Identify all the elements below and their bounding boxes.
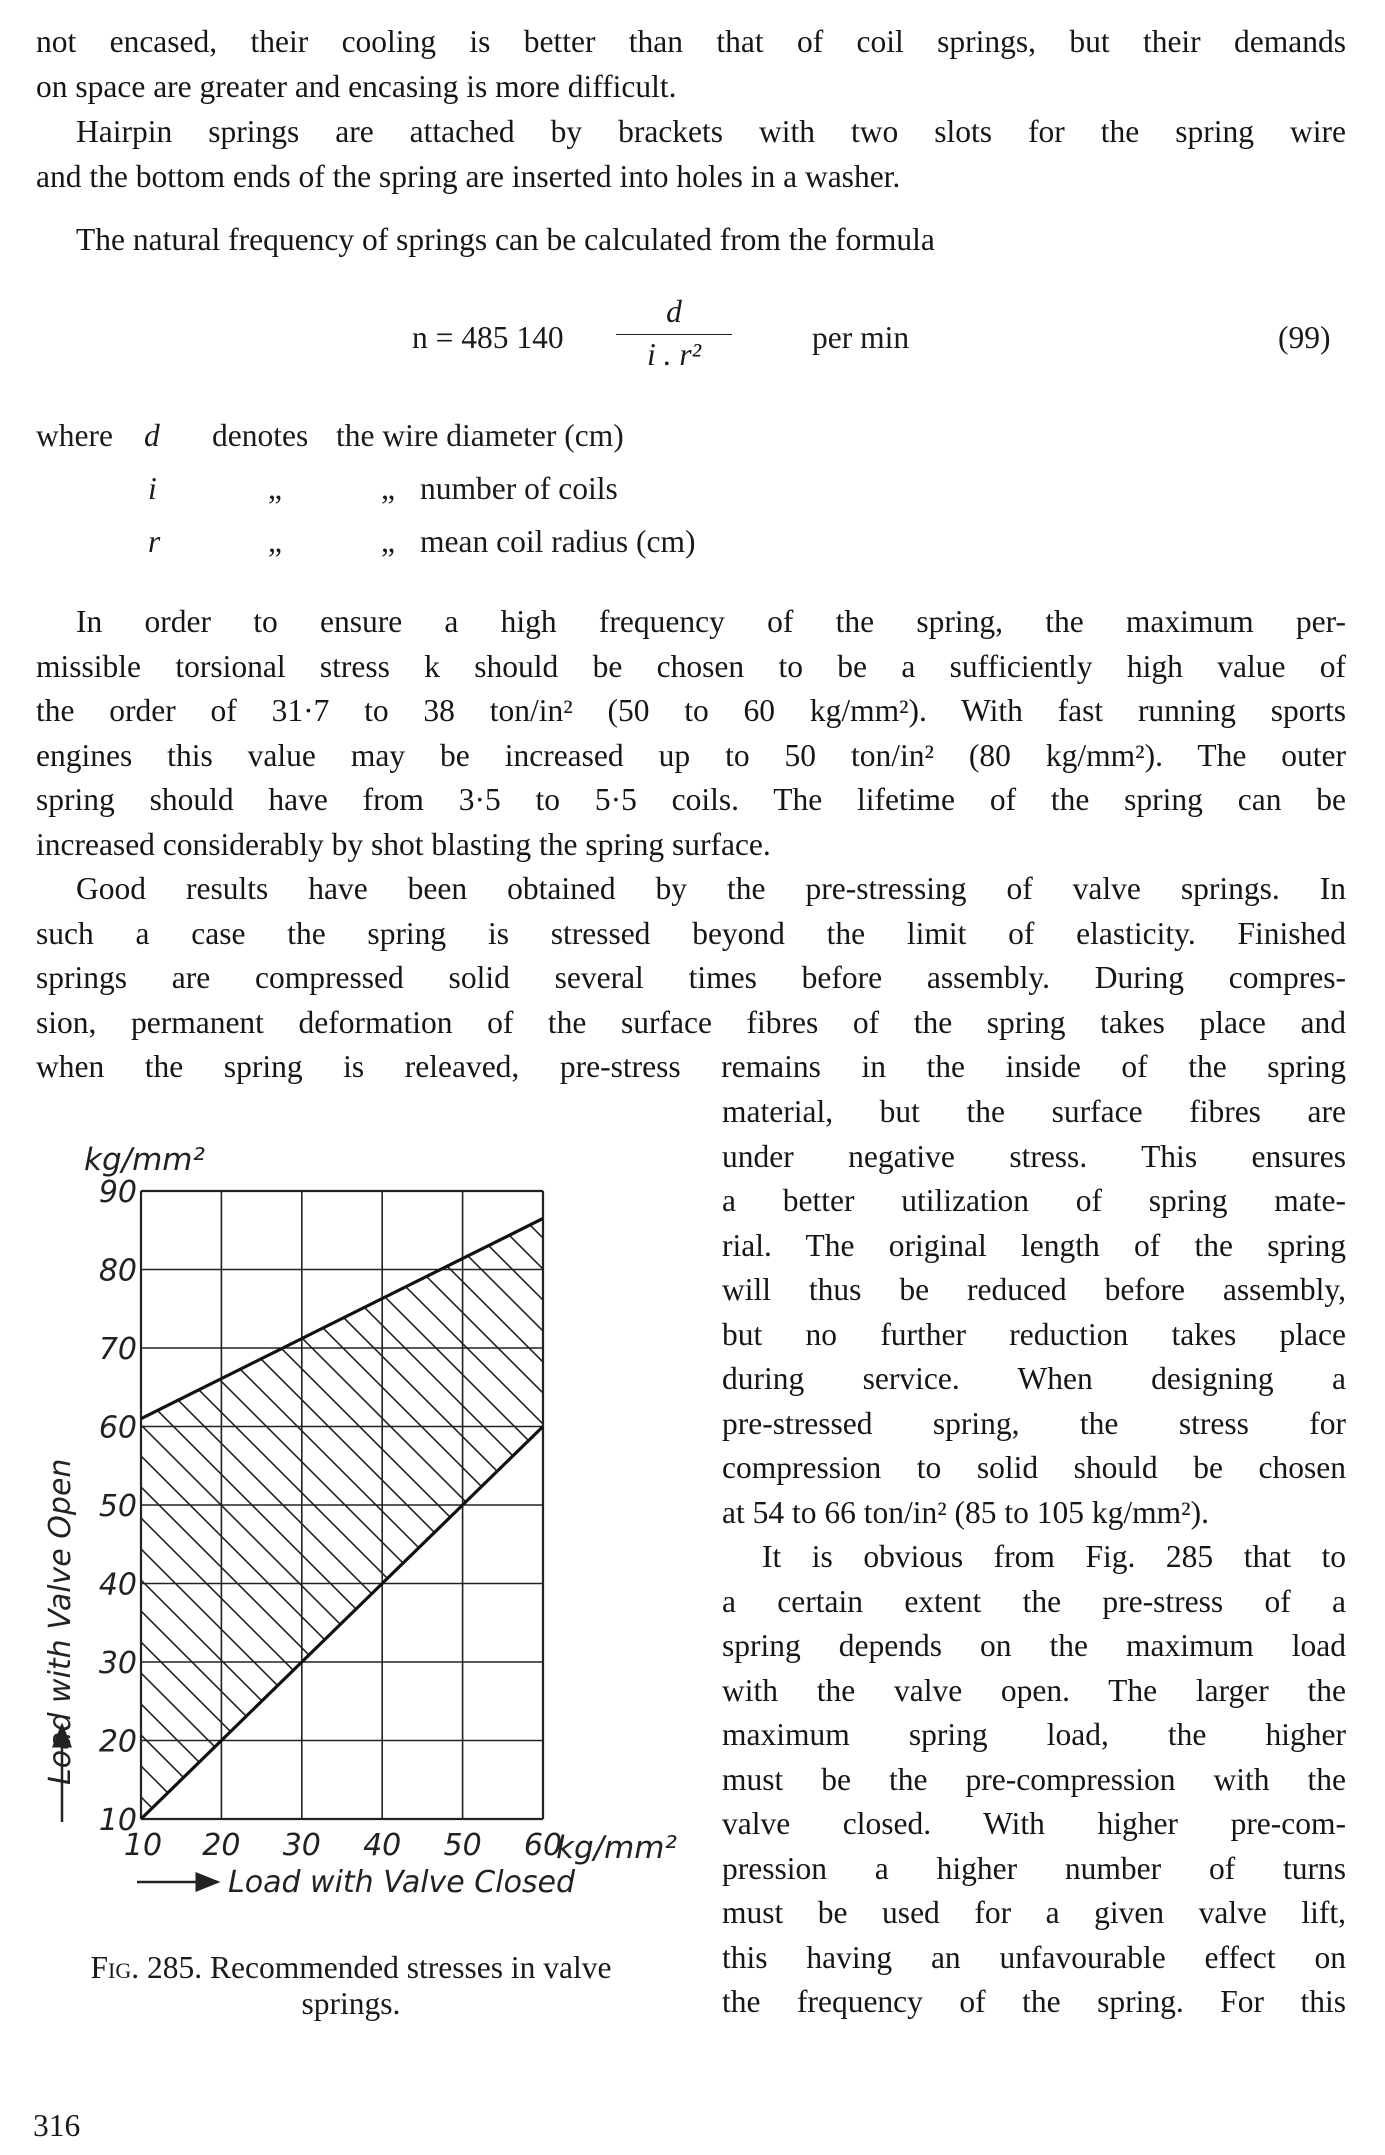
text-line: such a case the spring is stressed beyond the limit of elasticity. Finished bbox=[36, 915, 1346, 951]
x-tick-label: 20 bbox=[202, 1828, 241, 1863]
y-tick-label: 40 bbox=[98, 1567, 137, 1603]
y-axis-label: Load with Valve Open bbox=[43, 1458, 78, 1785]
text-line: compression to solid should be chosen bbox=[722, 1450, 1346, 1485]
text-line: at 54 to 66 ton/in² (85 to 105 kg/mm²). bbox=[722, 1494, 1209, 1530]
paragraph-4 bbox=[36, 600, 1346, 867]
definition-meaning: number of coils bbox=[420, 471, 618, 506]
equation-number: (99) bbox=[1278, 320, 1331, 355]
equation-fraction bbox=[610, 290, 738, 375]
text-line: engines this value may be increased up to 50 ton/in² (80 kg/mm²). The outer bbox=[36, 737, 1346, 773]
hatch-line bbox=[527, 1191, 720, 1819]
definition-row bbox=[36, 418, 936, 471]
equation-99 bbox=[0, 290, 1385, 380]
text-line: under negative stress. This ensures bbox=[722, 1138, 1346, 1174]
definition-lead: where bbox=[36, 418, 113, 453]
caption-text: Recommended stresses in valve bbox=[209, 1950, 612, 1985]
y-tick-label: 90 bbox=[98, 1175, 137, 1210]
fraction-denominator: i . r² bbox=[646, 337, 702, 372]
equation-lhs: n = 485 140 bbox=[412, 320, 564, 355]
text-line: spring should have from 3·5 to 5·5 coils. The lifetime of the spring can be bbox=[36, 782, 1346, 817]
y-tick-label: 70 bbox=[98, 1332, 137, 1367]
text-line: Hairpin springs are attached by brackets with two slots for the spring wire bbox=[76, 114, 1346, 149]
figure-285-chart bbox=[0, 1100, 720, 1940]
text-line: will thus be reduced before assembly, bbox=[722, 1272, 1346, 1307]
text-line: material, but the surface fibres are bbox=[722, 1094, 1346, 1129]
text-line: when the spring is releaved, pre-stress remains in the inside of the spring bbox=[36, 1049, 1346, 1084]
hatch-line bbox=[0, 1191, 163, 1819]
y-tick-label: 80 bbox=[98, 1253, 137, 1289]
definition-row bbox=[36, 471, 936, 524]
definition-meaning: the wire diameter (cm) bbox=[336, 418, 624, 453]
text-line: must be used for a given valve lift, bbox=[722, 1895, 1346, 1930]
figure-caption bbox=[36, 1950, 666, 2022]
text-line: with the valve open. The larger the bbox=[722, 1672, 1346, 1708]
text-line: sion, permanent deformation of the surface fibres of the spring takes place and bbox=[36, 1004, 1346, 1040]
page-number: 316 bbox=[33, 2108, 81, 2143]
definition-symbol: d bbox=[144, 418, 160, 453]
text-line: maximum spring load, the higher bbox=[722, 1717, 1346, 1752]
chart-grid bbox=[141, 1191, 543, 1819]
definition-row bbox=[36, 524, 936, 577]
text-line: In order to ensure a high frequency of the spring, the maximum per- bbox=[76, 604, 1346, 639]
text-line: missible torsional stress k should be chosen to be a sufficiently high value of bbox=[36, 648, 1346, 684]
x-tick-label: 50 bbox=[443, 1828, 482, 1863]
text-line: increased considerably by shot blasting the spring surface. bbox=[36, 826, 771, 862]
text-line: not encased, their cooling is better than that of coil springs, but their demands bbox=[36, 24, 1346, 59]
text-line: a better utilization of spring mate- bbox=[722, 1183, 1346, 1218]
right-column-paragraph-2 bbox=[722, 1535, 1346, 2025]
equation-unit: per min bbox=[812, 320, 910, 355]
x-tick-label: 10 bbox=[123, 1828, 163, 1863]
y-tick-label: 50 bbox=[98, 1489, 137, 1524]
hatch-line bbox=[558, 1191, 720, 1819]
text-line: valve closed. With higher pre-com- bbox=[722, 1806, 1346, 1841]
ditto-mark: „ bbox=[381, 524, 395, 559]
y-axis-unit: kg/mm² bbox=[84, 1142, 205, 1178]
upper-limit-line bbox=[141, 1218, 543, 1418]
text-line: on space are greater and encasing is more difficult. bbox=[36, 68, 677, 104]
text-line: Good results have been obtained by the pre-stressing of valve springs. In bbox=[76, 871, 1346, 906]
definition-symbol: r bbox=[148, 524, 161, 559]
text-line: rial. The original length of the spring bbox=[722, 1227, 1346, 1263]
figure-label: Fig. 285. bbox=[90, 1950, 203, 1985]
text-line: and the bottom ends of the spring are inserted into holes in a washer. bbox=[36, 158, 901, 194]
y-tick-label: 60 bbox=[98, 1410, 137, 1446]
chart-ticks bbox=[99, 1175, 562, 1863]
paragraph-2 bbox=[36, 110, 1346, 199]
paragraph-5 bbox=[36, 867, 1346, 1090]
text-line: this having an unfavourable effect on bbox=[722, 1939, 1346, 1975]
ditto-mark: „ bbox=[268, 471, 282, 506]
text-line: springs are compressed solid several times before assembly. During compres- bbox=[36, 960, 1346, 995]
x-tick-label: 30 bbox=[282, 1828, 321, 1863]
definition-verb: denotes bbox=[212, 418, 309, 453]
x-axis-label: Load with Valve Closed bbox=[228, 1865, 576, 1900]
text-line: a certain extent the pre-stress of a bbox=[722, 1583, 1346, 1619]
text-line: pression a higher number of turns bbox=[722, 1850, 1346, 1886]
variable-definitions bbox=[36, 418, 936, 577]
y-tick-label: 20 bbox=[98, 1724, 137, 1760]
text-line: spring depends on the maximum load bbox=[722, 1628, 1346, 1663]
fraction-numerator: d bbox=[666, 294, 682, 329]
caption-line-1 bbox=[36, 1950, 666, 1986]
text-line: the order of 31·7 to 38 ton/in² (50 to 60 kg/mm²). With fast running sports bbox=[36, 693, 1346, 728]
text-line: The natural frequency of springs can be calculated from the formula bbox=[76, 222, 935, 257]
y-tick-label: 10 bbox=[98, 1803, 137, 1838]
text-line: during service. When designing a bbox=[722, 1361, 1346, 1396]
text-line: the frequency of the spring. For this bbox=[722, 1984, 1346, 2019]
text-line: must be the pre-compression with the bbox=[722, 1761, 1346, 1797]
paragraph-3 bbox=[36, 218, 1346, 263]
paragraph-1 bbox=[36, 20, 1346, 109]
text-line: but no further reduction takes place bbox=[722, 1316, 1346, 1352]
right-column-paragraph-1 bbox=[722, 1090, 1346, 1535]
definition-meaning: mean coil radius (cm) bbox=[420, 524, 696, 559]
caption-line-2: springs. bbox=[301, 1986, 401, 2021]
x-axis-unit: kg/mm² bbox=[556, 1830, 677, 1866]
definition-symbol: i bbox=[148, 471, 157, 506]
text-line: It is obvious from Fig. 285 that to bbox=[762, 1539, 1346, 1574]
chart-series bbox=[141, 1218, 543, 1819]
x-tick-label: 40 bbox=[363, 1828, 402, 1863]
text-line: pre-stressed spring, the stress for bbox=[722, 1405, 1346, 1441]
x-tick-label: 60 bbox=[523, 1828, 563, 1863]
ditto-mark: „ bbox=[381, 471, 395, 506]
ditto-mark: „ bbox=[268, 524, 282, 559]
y-tick-label: 30 bbox=[98, 1646, 137, 1681]
